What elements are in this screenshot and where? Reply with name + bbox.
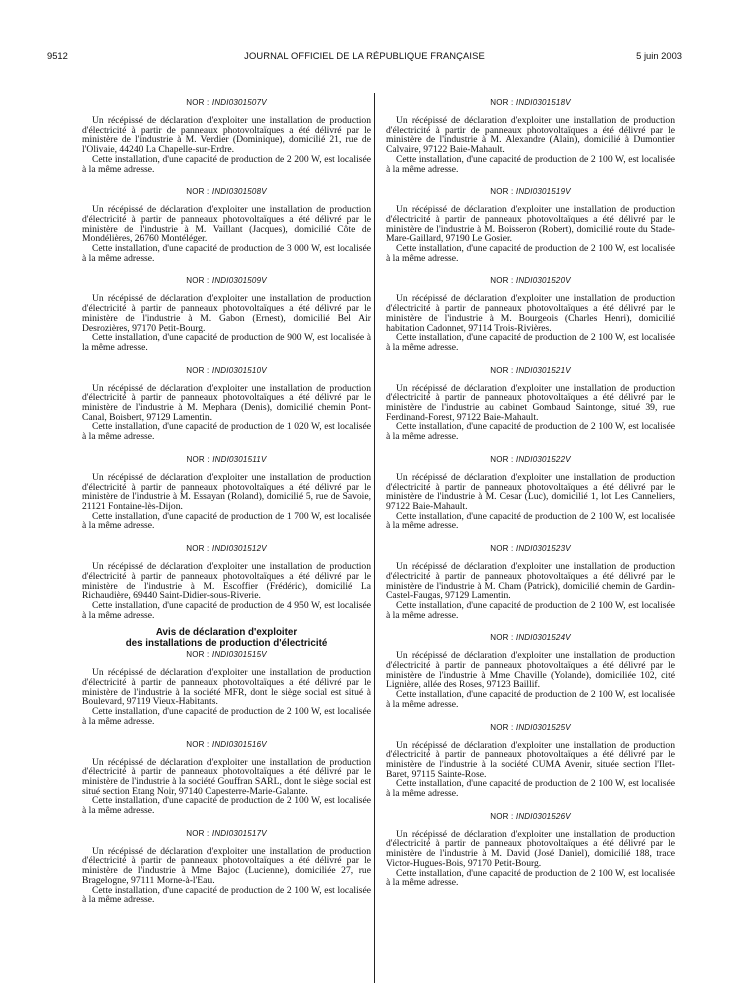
nor-code: INDI0301517V bbox=[211, 828, 267, 838]
nor-label: NOR : bbox=[490, 187, 514, 197]
capacity-paragraph: Cette installation, d'une capacité de production de 2 100 W, est localisée à la même adresse. bbox=[82, 884, 371, 906]
nor-label: NOR : bbox=[490, 544, 514, 554]
nor-label: NOR : bbox=[186, 365, 210, 375]
nor-code: INDI0301519V bbox=[515, 187, 571, 197]
capacity-paragraph: Cette installation, d'une capacité de production de 2 100 W, est localisée à la même adresse. bbox=[386, 689, 675, 710]
nor-reference bbox=[386, 187, 675, 197]
capacity-paragraph: Cette installation, d'une capacité de production de 2 100 W, est localisée à la même adresse. bbox=[386, 421, 675, 443]
nor-code: INDI0301526V bbox=[515, 811, 571, 821]
nor-label: NOR : bbox=[490, 276, 514, 286]
notice-entry bbox=[82, 276, 371, 352]
notice-paragraph: Un récépissé de déclaration d'exploiter une installation de production d'électricité à partir de panneaux photovoltaïques a été délivré par le ministère de l'industrie au cabinet Gombaud Saintonge, situé 39, rue Ferdinand-Forest, 97122 Baie-Mahault. bbox=[386, 382, 675, 423]
notice-paragraph: Un récépissé de déclaration d'exploiter une installation de production d'électricité à partir de panneaux photovoltaïques a été délivré par le ministère de l'industrie à M. Alexandre (Alain), domicilié à Dumontier Calvaire, 97122 Baie-Mahault. bbox=[386, 115, 675, 156]
nor-code: INDI0301508V bbox=[211, 187, 267, 197]
notice-entry bbox=[82, 187, 371, 263]
nor-code: INDI0301522V bbox=[515, 454, 571, 464]
nor-reference bbox=[82, 544, 371, 554]
nor-label: NOR : bbox=[490, 98, 514, 107]
page-header bbox=[47, 50, 682, 64]
capacity-paragraph: Cette installation, d'une capacité de production de 2 100 W, est localisée à la même adresse. bbox=[386, 778, 675, 800]
capacity-paragraph: Cette installation, d'une capacité de production de 2 100 W, est localisée à la même adresse. bbox=[386, 153, 675, 175]
nor-code: INDI0301524V bbox=[515, 633, 571, 643]
notice-entry bbox=[82, 366, 371, 442]
notice-entry bbox=[82, 650, 371, 726]
nor-label: NOR : bbox=[186, 454, 210, 464]
notice-entry bbox=[386, 812, 675, 888]
nor-code: INDI0301516V bbox=[211, 739, 267, 749]
section-title bbox=[82, 628, 371, 649]
nor-reference bbox=[386, 455, 675, 465]
nor-reference bbox=[386, 544, 675, 554]
journal-title: JOURNAL OFFICIEL DE LA RÉPUBLIQUE FRANÇAISE bbox=[244, 50, 485, 61]
notice-entry bbox=[386, 276, 675, 352]
notice-entry bbox=[386, 723, 675, 799]
nor-reference bbox=[386, 276, 675, 286]
section-title-line2: des installations de production d'électricité bbox=[125, 637, 328, 649]
notice-entry bbox=[82, 98, 371, 174]
nor-code: INDI0301509V bbox=[211, 276, 267, 286]
nor-label: NOR : bbox=[186, 739, 210, 749]
nor-code: INDI0301525V bbox=[515, 722, 571, 732]
nor-reference bbox=[82, 98, 371, 108]
nor-reference bbox=[82, 187, 371, 197]
notice-paragraph: Un récépissé de déclaration d'exploiter une installation de production d'électricité à partir de panneaux photovoltaïques a été délivré par le ministère de l'industrie à Mme Bajoc (Lucienne), domiciliée 27, rue Bragelogne, 97111 Morne-à-l'Eau. bbox=[82, 845, 371, 886]
nor-label: NOR : bbox=[490, 454, 514, 464]
nor-code: INDI0301523V bbox=[515, 544, 571, 554]
capacity-paragraph: Cette installation, d'une capacité de production de 2 100 W, est localisée à la même adresse. bbox=[386, 867, 675, 889]
nor-label: NOR : bbox=[186, 276, 210, 286]
notice-entry bbox=[82, 455, 371, 531]
section-title-line1: Avis de déclaration d'exploiter bbox=[155, 627, 298, 639]
nor-code: INDI0301507V bbox=[211, 98, 267, 107]
notice-entry bbox=[386, 98, 675, 174]
notice-paragraph: Un récépissé de déclaration d'exploiter une installation de production d'électricité à partir de panneaux photovoltaïques a été délivré par le ministère de l'industrie à M. Vaillant (Jacques), domicilié Côte de Mondélières, 26760 Montéléger. bbox=[82, 204, 371, 245]
nor-reference bbox=[386, 812, 675, 822]
nor-code: INDI0301518V bbox=[515, 98, 571, 107]
page-number: 9512 bbox=[47, 50, 68, 61]
capacity-paragraph: Cette installation, d'une capacité de production de 4 950 W, est localisée à la même adresse. bbox=[82, 599, 371, 621]
notice-paragraph: Un récépissé de déclaration d'exploiter une installation de production d'électricité à partir de panneaux photovoltaïques a été délivré par le ministère de l'industrie à M. Essayan (Roland), domicilié 5, rue de Savoie, 21121 Fontaine-lès-Dijon. bbox=[82, 471, 371, 512]
right-entries bbox=[386, 98, 675, 888]
nor-code: INDI0301521V bbox=[515, 365, 571, 375]
nor-code: INDI0301520V bbox=[515, 276, 571, 286]
nor-label: NOR : bbox=[186, 828, 210, 838]
notice-paragraph: Un récépissé de déclaration d'exploiter une installation de production d'électricité à partir de panneaux photovoltaïques a été délivré par le ministère de l'industrie à M. David (José Daniel), domicilié 188, trace Victor-Hugues-Bois, 97170 Petit-Bourg. bbox=[386, 828, 675, 869]
notice-entry bbox=[386, 544, 675, 620]
notice-paragraph: Un récépissé de déclaration d'exploiter une installation de production d'électricité à partir de panneaux photovoltaïques a été délivré par le ministère de l'industrie à M. Boisseron (Robert), domicilié route du Stade-Mare-Gaillard, 97190 Le Gosier. bbox=[386, 204, 675, 245]
column-divider bbox=[374, 93, 375, 983]
notice-paragraph: Un récépissé de déclaration d'exploiter une installation de production d'électricité à partir de panneaux photovoltaïques a été délivré par le ministère de l'industrie à M. Bourgeois (Charles Henri), domicilié habitation Cadonnet, 97114 Trois-Rivières. bbox=[386, 293, 675, 334]
right-column bbox=[386, 98, 675, 888]
capacity-paragraph: Cette installation, d'une capacité de production de 2 100 W, est localisée à la même adresse. bbox=[386, 510, 675, 532]
nor-code: INDI0301511V bbox=[212, 454, 267, 464]
capacity-paragraph: Cette installation, d'une capacité de production de 2 100 W, est localisée à la même adresse. bbox=[386, 599, 675, 621]
nor-label: NOR : bbox=[490, 811, 514, 821]
notice-paragraph: Un récépissé de déclaration d'exploiter une installation de production d'électricité à partir de panneaux photovoltaïques a été délivré par le ministère de l'industrie à M. Verdier (Dominique), domicilié 21, rue de l'Olivaie, 44240 La Chapelle-sur-Erdre. bbox=[82, 115, 371, 156]
capacity-paragraph: Cette installation, d'une capacité de production de 2 100 W, est localisée à la même adresse. bbox=[82, 795, 371, 817]
capacity-paragraph: Cette installation, d'une capacité de production de 2 100 W, est localisée à la même adresse. bbox=[386, 243, 675, 264]
notice-paragraph: Un récépissé de déclaration d'exploiter une installation de production d'électricité à partir de panneaux photovoltaïques a été délivré par le ministère de l'industrie à M. Gabon (Ernest), domicilié Bel Air Desrozières, 97170 Petit-Bourg. bbox=[82, 293, 371, 334]
nor-label: NOR : bbox=[186, 544, 210, 554]
left-entries bbox=[82, 98, 371, 620]
notice-paragraph: Un récépissé de déclaration d'exploiter une installation de production d'électricité à partir de panneaux photovoltaïques a été délivré par le ministère de l'industrie à la société Gouffran SARL, dont le siège social est situé section Etang Noir, 97140 Capesterre-Marie-Galante. bbox=[82, 756, 371, 797]
nor-reference bbox=[82, 650, 371, 660]
notice-paragraph: Un récépissé de déclaration d'exploiter une installation de production d'électricité à partir de panneaux photovoltaïques a été délivré par le ministère de l'industrie à M. Cesar (Luc), domicilié 1, lot Les Canneliers, 97122 Baie-Mahault. bbox=[386, 471, 675, 512]
notice-entry bbox=[386, 366, 675, 442]
capacity-paragraph: Cette installation, d'une capacité de production de 1 020 W, est localisée à la même adresse. bbox=[82, 421, 371, 443]
nor-label: NOR : bbox=[490, 722, 514, 732]
publication-date: 5 juin 2003 bbox=[636, 50, 682, 61]
nor-reference bbox=[386, 98, 675, 108]
nor-code: INDI0301512V bbox=[211, 544, 267, 554]
notice-entry bbox=[386, 633, 675, 709]
notice-paragraph: Un récépissé de déclaration d'exploiter une installation de production d'électricité à partir de panneaux photovoltaïques a été délivré par le ministère de l'industrie à M. Mephara (Denis), domicilié chemin Pont-Canal, Boisbert, 97129 Lamentin. bbox=[82, 382, 371, 423]
nor-code: INDI0301515V bbox=[211, 650, 267, 660]
nor-reference bbox=[82, 366, 371, 376]
nor-label: NOR : bbox=[490, 633, 514, 643]
nor-reference bbox=[82, 455, 371, 465]
nor-reference bbox=[386, 366, 675, 376]
nor-label: NOR : bbox=[186, 98, 210, 107]
capacity-paragraph: Cette installation, d'une capacité de production de 2 100 W, est localisée à la même adresse. bbox=[386, 332, 675, 353]
nor-label: NOR : bbox=[186, 650, 210, 660]
nor-reference bbox=[82, 276, 371, 286]
notice-paragraph: Un récépissé de déclaration d'exploiter une installation de production d'électricité à partir de panneaux photovoltaïques a été délivré par le ministère de l'industrie à la société MFR, dont le siège social est situé à Boulevard, 97119 Vieux-Habitants. bbox=[82, 667, 371, 708]
notice-paragraph: Un récépissé de déclaration d'exploiter une installation de production d'électricité à partir de panneaux photovoltaïques a été délivré par le ministère de l'industrie à M. Escoffier (Frédéric), domicilié La Richaudière, 69440 Saint-Didier-sous-Riverie. bbox=[82, 561, 371, 602]
nor-reference bbox=[386, 633, 675, 643]
capacity-paragraph: Cette installation, d'une capacité de production de 2 200 W, est localisée à la même adresse. bbox=[82, 153, 371, 175]
notice-entry bbox=[386, 187, 675, 263]
left-entries-after bbox=[82, 650, 371, 905]
notice-entry bbox=[82, 544, 371, 620]
left-column bbox=[82, 98, 371, 905]
capacity-paragraph: Cette installation, d'une capacité de production de 1 700 W, est localisée à la même adresse. bbox=[82, 510, 371, 532]
nor-reference bbox=[386, 723, 675, 733]
nor-label: NOR : bbox=[186, 187, 210, 197]
notice-paragraph: Un récépissé de déclaration d'exploiter une installation de production d'électricité à partir de panneaux photovoltaïques a été délivré par le ministère de l'industrie à la société CUMA Avenir, située section l'Ilet-Baret, 97115 Sainte-Rose. bbox=[386, 739, 675, 780]
capacity-paragraph: Cette installation, d'une capacité de production de 2 100 W, est localisée à la même adresse. bbox=[82, 706, 371, 727]
capacity-paragraph: Cette installation, d'une capacité de production de 900 W, est localisée à la même adresse. bbox=[82, 332, 371, 353]
notice-paragraph: Un récépissé de déclaration d'exploiter une installation de production d'électricité à partir de panneaux photovoltaïques a été délivré par le ministère de l'industrie à Mme Chaville (Yolande), domiciliée 102, cité Lignière, allée des Roses, 97123 Baillif. bbox=[386, 650, 675, 691]
notice-entry bbox=[82, 740, 371, 816]
notice-entry bbox=[82, 829, 371, 905]
notice-paragraph: Un récépissé de déclaration d'exploiter une installation de production d'électricité à partir de panneaux photovoltaïques a été délivré par le ministère de l'industrie à M. Cham (Patrick), domicilié chemin de Gardin-Castel-Faugas, 97129 Lamentin. bbox=[386, 561, 675, 602]
nor-label: NOR : bbox=[490, 365, 514, 375]
notice-entry bbox=[386, 455, 675, 531]
capacity-paragraph: Cette installation, d'une capacité de production de 3 000 W, est localisée à la même adresse. bbox=[82, 243, 371, 264]
nor-code: INDI0301510V bbox=[211, 365, 267, 375]
nor-reference bbox=[82, 740, 371, 750]
nor-reference bbox=[82, 829, 371, 839]
